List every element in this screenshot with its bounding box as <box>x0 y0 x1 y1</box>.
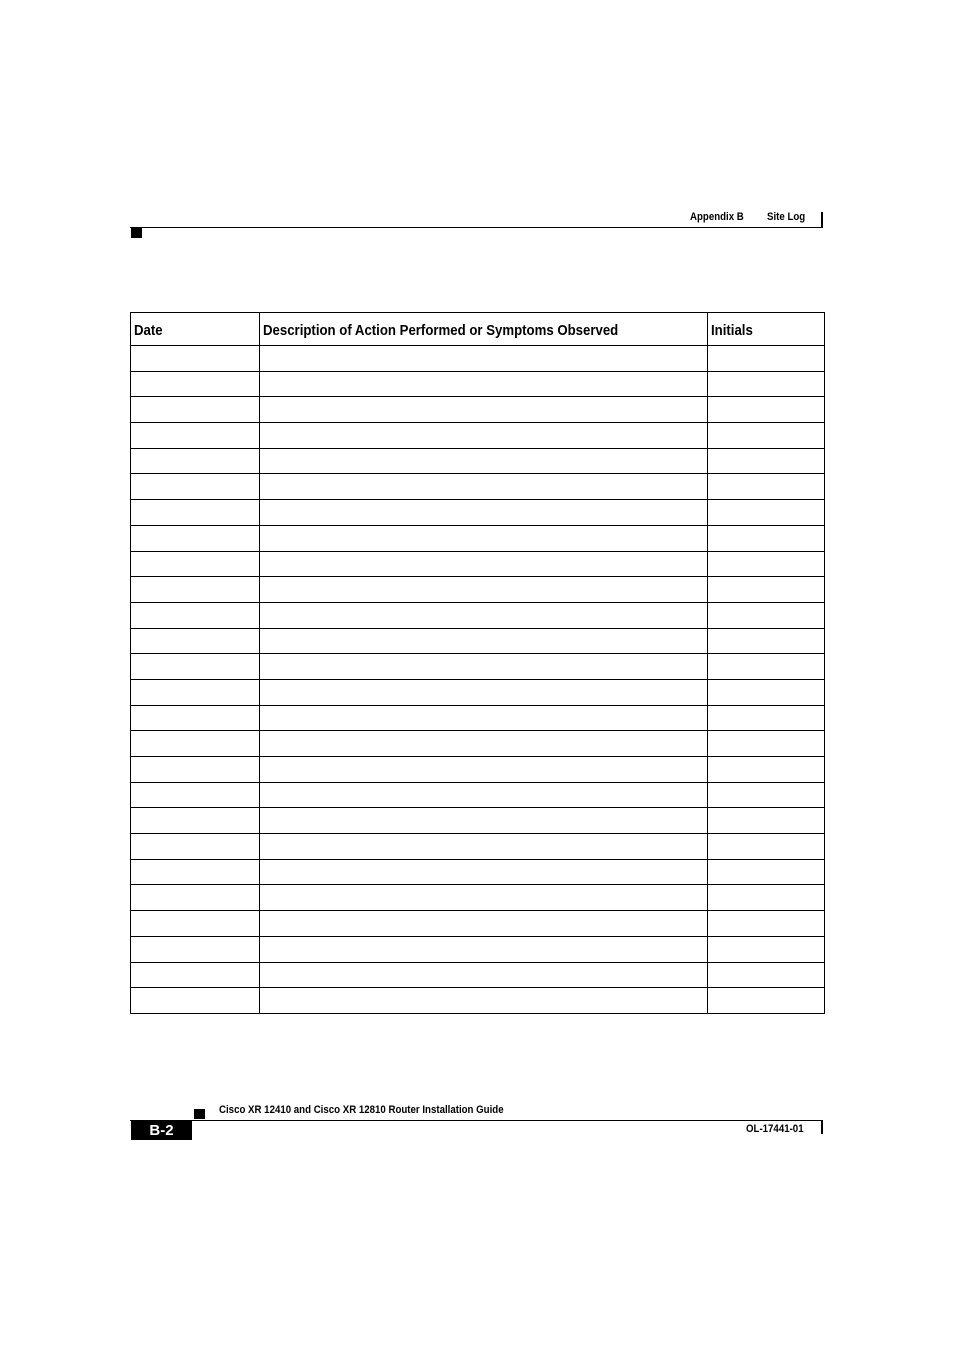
table-header-row <box>131 313 825 346</box>
description-cell <box>260 448 708 474</box>
description-cell <box>260 371 708 397</box>
date-cell <box>131 654 260 680</box>
date-cell <box>131 731 260 757</box>
footer-marker-square <box>194 1109 205 1119</box>
table-row <box>131 346 825 372</box>
date-cell <box>131 397 260 423</box>
description-cell <box>260 731 708 757</box>
date-cell <box>131 705 260 731</box>
header-marker-square <box>131 228 142 238</box>
initials-cell <box>708 500 825 526</box>
date-cell <box>131 500 260 526</box>
date-cell <box>131 551 260 577</box>
date-cell <box>131 757 260 783</box>
column-header-initials: Initials <box>708 313 825 346</box>
description-cell <box>260 500 708 526</box>
description-cell <box>260 705 708 731</box>
footer-guide-title: Cisco XR 12410 and Cisco XR 12810 Router Installation Guide <box>219 1104 504 1116</box>
date-cell <box>131 577 260 603</box>
date-cell <box>131 936 260 962</box>
initials-cell <box>708 679 825 705</box>
description-cell <box>260 474 708 500</box>
table-row <box>131 551 825 577</box>
date-cell <box>131 346 260 372</box>
description-cell <box>260 346 708 372</box>
description-cell <box>260 551 708 577</box>
date-cell <box>131 911 260 937</box>
site-log-table <box>130 312 825 1014</box>
table-row <box>131 371 825 397</box>
initials-cell <box>708 808 825 834</box>
initials-cell <box>708 859 825 885</box>
date-cell <box>131 602 260 628</box>
header-chapter: Appendix B <box>690 211 744 223</box>
initials-cell <box>708 885 825 911</box>
column-header-date: Date <box>131 313 260 346</box>
description-cell <box>260 962 708 988</box>
initials-cell <box>708 371 825 397</box>
header-section-title: Site Log <box>767 211 806 223</box>
table-row <box>131 397 825 423</box>
description-cell <box>260 757 708 783</box>
initials-cell <box>708 782 825 808</box>
table-row <box>131 782 825 808</box>
initials-cell <box>708 757 825 783</box>
initials-cell <box>708 397 825 423</box>
description-cell <box>260 602 708 628</box>
date-cell <box>131 628 260 654</box>
table-row <box>131 448 825 474</box>
date-cell <box>131 679 260 705</box>
description-cell <box>260 525 708 551</box>
initials-cell <box>708 731 825 757</box>
table-row <box>131 423 825 449</box>
initials-cell <box>708 577 825 603</box>
date-cell <box>131 962 260 988</box>
date-cell <box>131 474 260 500</box>
initials-cell <box>708 474 825 500</box>
date-cell <box>131 885 260 911</box>
table-row <box>131 679 825 705</box>
description-cell <box>260 782 708 808</box>
initials-cell <box>708 705 825 731</box>
description-cell <box>260 885 708 911</box>
description-cell <box>260 654 708 680</box>
header-tick-mark <box>821 212 823 227</box>
description-cell <box>260 423 708 449</box>
date-cell <box>131 859 260 885</box>
table-row <box>131 885 825 911</box>
initials-cell <box>708 551 825 577</box>
date-cell <box>131 988 260 1014</box>
table-row <box>131 834 825 860</box>
initials-cell <box>708 448 825 474</box>
initials-cell <box>708 525 825 551</box>
table-row <box>131 936 825 962</box>
page-number-badge: B-2 <box>131 1120 192 1140</box>
date-cell <box>131 782 260 808</box>
description-cell <box>260 834 708 860</box>
footer-rule <box>130 1120 823 1121</box>
table-row <box>131 577 825 603</box>
date-cell <box>131 448 260 474</box>
footer-tick-mark <box>821 1121 823 1134</box>
description-cell <box>260 911 708 937</box>
header-rule <box>130 227 823 228</box>
date-cell <box>131 371 260 397</box>
table-row <box>131 705 825 731</box>
table-row <box>131 962 825 988</box>
table-row <box>131 911 825 937</box>
initials-cell <box>708 628 825 654</box>
table-row <box>131 988 825 1014</box>
initials-cell <box>708 346 825 372</box>
table-row <box>131 602 825 628</box>
table-row <box>131 628 825 654</box>
initials-cell <box>708 936 825 962</box>
date-cell <box>131 423 260 449</box>
table-row <box>131 808 825 834</box>
date-cell <box>131 834 260 860</box>
description-cell <box>260 859 708 885</box>
initials-cell <box>708 911 825 937</box>
table-row <box>131 525 825 551</box>
table-row <box>131 474 825 500</box>
initials-cell <box>708 988 825 1014</box>
footer-doc-number: OL-17441-01 <box>746 1123 804 1135</box>
column-header-description: Description of Action Performed or Symptoms Observed <box>260 313 708 346</box>
description-cell <box>260 628 708 654</box>
table-row <box>131 654 825 680</box>
table-row <box>131 757 825 783</box>
table-row <box>131 500 825 526</box>
description-cell <box>260 936 708 962</box>
initials-cell <box>708 834 825 860</box>
table-row <box>131 859 825 885</box>
description-cell <box>260 577 708 603</box>
description-cell <box>260 808 708 834</box>
initials-cell <box>708 962 825 988</box>
description-cell <box>260 988 708 1014</box>
date-cell <box>131 525 260 551</box>
date-cell <box>131 808 260 834</box>
description-cell <box>260 397 708 423</box>
initials-cell <box>708 423 825 449</box>
description-cell <box>260 679 708 705</box>
initials-cell <box>708 602 825 628</box>
table-row <box>131 731 825 757</box>
initials-cell <box>708 654 825 680</box>
